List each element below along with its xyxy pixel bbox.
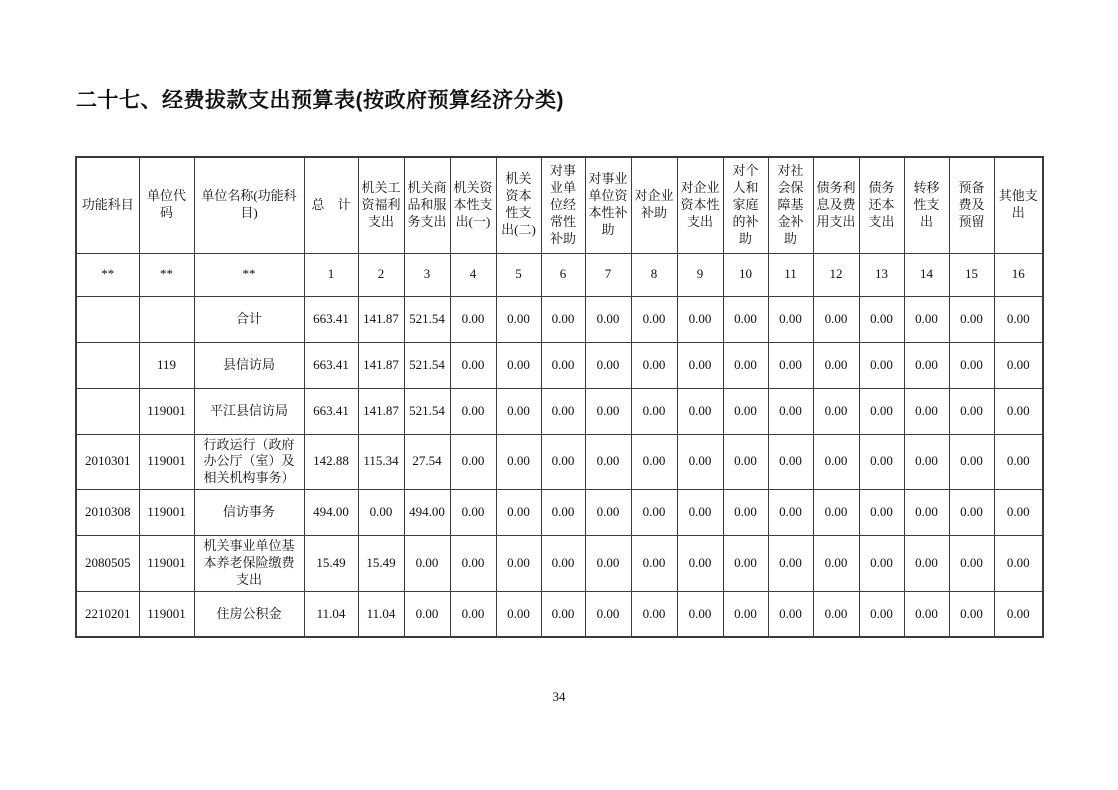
table-cell: 0.00 bbox=[813, 490, 859, 536]
table-cell: 0.00 bbox=[859, 536, 904, 592]
column-code-row bbox=[76, 253, 1043, 296]
header-cell: 单位代码 bbox=[139, 157, 194, 253]
table-cell: 2010308 bbox=[76, 490, 139, 536]
column-code-cell: 12 bbox=[813, 253, 859, 296]
table-cell: 0.00 bbox=[541, 388, 585, 434]
table-cell: 15.49 bbox=[358, 536, 404, 592]
table-cell: 2080505 bbox=[76, 536, 139, 592]
table-cell: 0.00 bbox=[813, 296, 859, 342]
table-row bbox=[76, 536, 1043, 592]
table-cell: 县信访局 bbox=[194, 342, 304, 388]
table-cell: 0.00 bbox=[496, 536, 541, 592]
column-code-cell: 2 bbox=[358, 253, 404, 296]
table-cell: 0.00 bbox=[723, 296, 768, 342]
table-cell: 11.04 bbox=[304, 591, 358, 637]
table-cell: 0.00 bbox=[859, 434, 904, 490]
table-cell: 0.00 bbox=[496, 591, 541, 637]
table-cell: 0.00 bbox=[723, 388, 768, 434]
table-cell: 521.54 bbox=[404, 388, 450, 434]
header-cell: 单位名称(功能科目) bbox=[194, 157, 304, 253]
header-cell: 对企业补助 bbox=[631, 157, 677, 253]
table-cell: 0.00 bbox=[450, 296, 496, 342]
table-cell: 0.00 bbox=[677, 434, 723, 490]
table-cell: 0.00 bbox=[994, 434, 1043, 490]
table-cell bbox=[76, 342, 139, 388]
table-cell: 119001 bbox=[139, 490, 194, 536]
table-cell: 663.41 bbox=[304, 296, 358, 342]
table-cell: 0.00 bbox=[723, 342, 768, 388]
table-cell: 2010301 bbox=[76, 434, 139, 490]
table-cell: 平江县信访局 bbox=[194, 388, 304, 434]
table-cell: 0.00 bbox=[859, 591, 904, 637]
table-cell: 0.00 bbox=[994, 388, 1043, 434]
table-cell: 27.54 bbox=[404, 434, 450, 490]
header-cell: 对企业资本性支出 bbox=[677, 157, 723, 253]
table-cell: 0.00 bbox=[994, 591, 1043, 637]
table-cell: 0.00 bbox=[496, 342, 541, 388]
table-cell: 141.87 bbox=[358, 342, 404, 388]
table-row bbox=[76, 434, 1043, 490]
table-cell: 663.41 bbox=[304, 342, 358, 388]
table-cell: 0.00 bbox=[358, 490, 404, 536]
table-cell: 0.00 bbox=[677, 536, 723, 592]
table-cell: 0.00 bbox=[450, 434, 496, 490]
table-cell: 0.00 bbox=[631, 490, 677, 536]
table-row bbox=[76, 342, 1043, 388]
table-cell: 494.00 bbox=[304, 490, 358, 536]
table-cell: 0.00 bbox=[631, 434, 677, 490]
table-cell: 0.00 bbox=[631, 342, 677, 388]
header-cell: 机关工资福利支出 bbox=[358, 157, 404, 253]
table-cell: 119 bbox=[139, 342, 194, 388]
header-cell: 总 计 bbox=[304, 157, 358, 253]
table-cell: 521.54 bbox=[404, 296, 450, 342]
table-cell: 0.00 bbox=[585, 490, 631, 536]
table-cell: 0.00 bbox=[450, 388, 496, 434]
table-cell: 15.49 bbox=[304, 536, 358, 592]
table-cell: 0.00 bbox=[496, 388, 541, 434]
table-cell: 0.00 bbox=[859, 296, 904, 342]
table-cell: 0.00 bbox=[768, 434, 813, 490]
table-cell: 0.00 bbox=[541, 536, 585, 592]
table-cell: 0.00 bbox=[904, 536, 949, 592]
table-cell: 0.00 bbox=[813, 388, 859, 434]
header-cell: 其他支出 bbox=[994, 157, 1043, 253]
table-cell: 0.00 bbox=[994, 536, 1043, 592]
column-code-cell: ** bbox=[76, 253, 139, 296]
table-cell: 0.00 bbox=[496, 296, 541, 342]
table-cell: 0.00 bbox=[904, 591, 949, 637]
table-cell: 0.00 bbox=[631, 388, 677, 434]
table-cell: 0.00 bbox=[677, 591, 723, 637]
table-header bbox=[76, 157, 1043, 296]
table-body bbox=[76, 296, 1043, 637]
column-code-cell: 14 bbox=[904, 253, 949, 296]
table-cell: 0.00 bbox=[994, 342, 1043, 388]
table-cell: 机关事业单位基本养老保险缴费支出 bbox=[194, 536, 304, 592]
table-cell: 0.00 bbox=[904, 388, 949, 434]
page-number: 34 bbox=[552, 689, 566, 704]
table-cell: 119001 bbox=[139, 434, 194, 490]
table-cell: 663.41 bbox=[304, 388, 358, 434]
table-cell: 0.00 bbox=[677, 388, 723, 434]
column-code-cell: 11 bbox=[768, 253, 813, 296]
table-cell: 521.54 bbox=[404, 342, 450, 388]
table-cell: 0.00 bbox=[904, 434, 949, 490]
column-code-cell: ** bbox=[194, 253, 304, 296]
table-cell: 0.00 bbox=[949, 591, 994, 637]
table-cell: 0.00 bbox=[859, 388, 904, 434]
table-cell: 0.00 bbox=[541, 296, 585, 342]
table-cell: 141.87 bbox=[358, 388, 404, 434]
header-cell: 预备费及预留 bbox=[949, 157, 994, 253]
header-cell: 机关商品和服务支出 bbox=[404, 157, 450, 253]
table-cell: 0.00 bbox=[904, 490, 949, 536]
table-cell: 0.00 bbox=[585, 296, 631, 342]
table-cell: 0.00 bbox=[949, 434, 994, 490]
header-cell: 对事业单位资本性补助 bbox=[585, 157, 631, 253]
table-cell: 0.00 bbox=[813, 434, 859, 490]
table-row bbox=[76, 591, 1043, 637]
table-cell: 119001 bbox=[139, 591, 194, 637]
column-code-cell: 8 bbox=[631, 253, 677, 296]
table-cell: 0.00 bbox=[768, 388, 813, 434]
table-cell: 0.00 bbox=[768, 342, 813, 388]
table-cell: 0.00 bbox=[813, 536, 859, 592]
header-cell: 机关资本性支出(一) bbox=[450, 157, 496, 253]
table-cell: 0.00 bbox=[496, 490, 541, 536]
table-cell: 494.00 bbox=[404, 490, 450, 536]
table-cell: 0.00 bbox=[496, 434, 541, 490]
table-cell: 0.00 bbox=[585, 342, 631, 388]
column-code-cell: 1 bbox=[304, 253, 358, 296]
table-cell: 0.00 bbox=[723, 536, 768, 592]
table-cell: 0.00 bbox=[585, 388, 631, 434]
table-cell: 0.00 bbox=[450, 591, 496, 637]
table-cell: 0.00 bbox=[723, 490, 768, 536]
header-cell: 对事业单位经常性补助 bbox=[541, 157, 585, 253]
header-cell: 债务还本支出 bbox=[859, 157, 904, 253]
table-cell: 0.00 bbox=[904, 342, 949, 388]
table-cell: 0.00 bbox=[768, 490, 813, 536]
column-code-cell: 16 bbox=[994, 253, 1043, 296]
column-code-cell: ** bbox=[139, 253, 194, 296]
table-cell: 0.00 bbox=[677, 296, 723, 342]
table-cell: 0.00 bbox=[768, 296, 813, 342]
table-cell: 0.00 bbox=[723, 591, 768, 637]
table-cell: 0.00 bbox=[450, 342, 496, 388]
table-cell: 0.00 bbox=[949, 296, 994, 342]
column-code-cell: 9 bbox=[677, 253, 723, 296]
table-cell bbox=[76, 388, 139, 434]
header-cell: 功能科目 bbox=[76, 157, 139, 253]
table-cell: 住房公积金 bbox=[194, 591, 304, 637]
table-cell bbox=[76, 296, 139, 342]
table-cell: 合计 bbox=[194, 296, 304, 342]
table-cell: 0.00 bbox=[723, 434, 768, 490]
table-cell: 142.88 bbox=[304, 434, 358, 490]
table-row bbox=[76, 490, 1043, 536]
table-cell: 0.00 bbox=[541, 434, 585, 490]
table-cell: 0.00 bbox=[450, 536, 496, 592]
table-cell: 0.00 bbox=[677, 342, 723, 388]
column-code-cell: 10 bbox=[723, 253, 768, 296]
table-cell: 0.00 bbox=[994, 296, 1043, 342]
table-cell: 0.00 bbox=[585, 591, 631, 637]
table-cell: 0.00 bbox=[949, 342, 994, 388]
column-code-cell: 4 bbox=[450, 253, 496, 296]
table-cell: 0.00 bbox=[859, 342, 904, 388]
table-row bbox=[76, 388, 1043, 434]
column-code-cell: 13 bbox=[859, 253, 904, 296]
table-cell: 0.00 bbox=[768, 536, 813, 592]
column-code-cell: 15 bbox=[949, 253, 994, 296]
table-cell: 119001 bbox=[139, 536, 194, 592]
table-cell: 0.00 bbox=[631, 591, 677, 637]
table-cell: 行政运行（政府办公厅（室）及相关机构事务） bbox=[194, 434, 304, 490]
table-cell: 0.00 bbox=[631, 296, 677, 342]
table-cell: 115.34 bbox=[358, 434, 404, 490]
table-cell: 0.00 bbox=[949, 388, 994, 434]
column-code-cell: 3 bbox=[404, 253, 450, 296]
header-row bbox=[76, 157, 1043, 253]
table-cell: 0.00 bbox=[949, 490, 994, 536]
table-cell: 0.00 bbox=[813, 342, 859, 388]
table-cell: 0.00 bbox=[768, 591, 813, 637]
table-cell: 11.04 bbox=[358, 591, 404, 637]
table-cell: 0.00 bbox=[677, 490, 723, 536]
table-cell: 0.00 bbox=[541, 490, 585, 536]
table-cell: 141.87 bbox=[358, 296, 404, 342]
table-cell: 119001 bbox=[139, 388, 194, 434]
table-cell: 0.00 bbox=[404, 536, 450, 592]
table-cell: 0.00 bbox=[541, 591, 585, 637]
header-cell: 对社会保障基金补助 bbox=[768, 157, 813, 253]
table-cell: 0.00 bbox=[585, 434, 631, 490]
header-cell: 对个人和家庭的补助 bbox=[723, 157, 768, 253]
column-code-cell: 7 bbox=[585, 253, 631, 296]
table-cell: 0.00 bbox=[541, 342, 585, 388]
table-cell: 0.00 bbox=[404, 591, 450, 637]
table-cell: 0.00 bbox=[585, 536, 631, 592]
budget-table bbox=[75, 156, 1044, 638]
table-row bbox=[76, 296, 1043, 342]
table-cell: 0.00 bbox=[631, 536, 677, 592]
table-cell: 0.00 bbox=[450, 490, 496, 536]
table-cell: 0.00 bbox=[949, 536, 994, 592]
table-cell: 信访事务 bbox=[194, 490, 304, 536]
table-cell: 0.00 bbox=[904, 296, 949, 342]
column-code-cell: 5 bbox=[496, 253, 541, 296]
header-cell: 转移性支出 bbox=[904, 157, 949, 253]
table-cell: 2210201 bbox=[76, 591, 139, 637]
page-title: 二十七、经费拔款支出预算表(按政府预算经济分类) bbox=[76, 89, 564, 112]
table-cell: 0.00 bbox=[813, 591, 859, 637]
header-cell: 机关资本性支出(二) bbox=[496, 157, 541, 253]
header-cell: 债务利息及费用支出 bbox=[813, 157, 859, 253]
table-cell bbox=[139, 296, 194, 342]
table-cell: 0.00 bbox=[859, 490, 904, 536]
table-cell: 0.00 bbox=[994, 490, 1043, 536]
column-code-cell: 6 bbox=[541, 253, 585, 296]
